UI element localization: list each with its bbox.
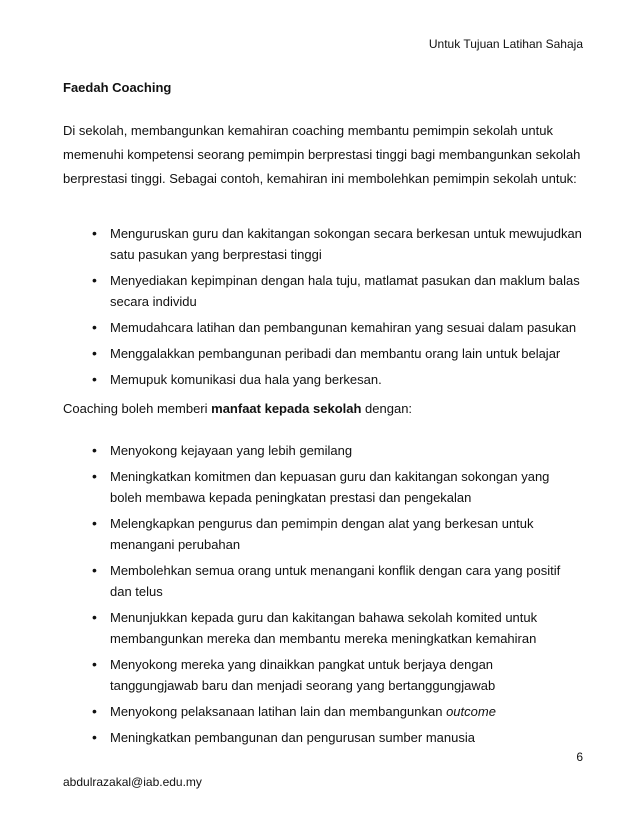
benefits-list-leaders (63, 223, 583, 395)
list-item: • Melengkapkan pengurus dan pemimpin dengan alat yang berkesan untuk menangani perubahan (63, 513, 583, 555)
intro-paragraph: Di sekolah, membangunkan kemahiran coaching membantu pemimpin sekolah untuk memenuhi kompetensi seorang pemimpin berprestasi tinggi bagi membangunkan sekolah berprestasi tinggi. Sebagai contoh, kemahiran ini membolehkan pemimpin sekolah untuk: (63, 123, 581, 186)
outcome-prefix: Menyokong pelaksanaan latihan lain dan membangunkan (110, 704, 447, 719)
list-item: • Menyediakan kepimpinan dengan hala tuju, matlamat pasukan dan maklum balas secara individu (63, 270, 583, 312)
list-item: • Meningkatkan komitmen dan kepuasan guru dan kakitangan sokongan yang boleh membawa kepada peningkatan prestasi dan pengekalan (63, 466, 583, 508)
list-item: • Meningkatkan pembangunan dan pengurusan sumber manusia (63, 727, 583, 748)
list-item: • Menunjukkan kepada guru dan kakitangan bahawa sekolah komited untuk membangunkan mereka dan membantu mereka meningkatkan kemahiran (63, 607, 583, 649)
outcome-italic: outcome (446, 704, 496, 719)
page-number: 6 (576, 750, 583, 764)
section-title: Faedah Coaching (63, 80, 172, 95)
list-item: • Memudahcara latihan dan pembangunan kemahiran yang sesuai dalam pasukan (63, 317, 583, 338)
list-item: • Menyokong kejayaan yang lebih gemilang (63, 440, 583, 461)
lead-prefix: Coaching boleh memberi (63, 401, 212, 416)
lead-bold: manfaat kepada sekolah (211, 401, 362, 416)
list-item-outcome (63, 701, 583, 722)
benefits-list-school (63, 440, 583, 753)
list-item: • Menyokong mereka yang dinaikkan pangkat untuk berjaya dengan tanggungjawab baru dan menjadi seorang yang bertanggungjawab (63, 654, 583, 696)
list-item: • Menggalakkan pembangunan peribadi dan membantu orang lain untuk belajar (63, 343, 583, 364)
school-benefits-lead (63, 401, 583, 416)
list-item: • Memupuk komunikasi dua hala yang berkesan. (63, 369, 583, 390)
lead-suffix: dengan: (361, 401, 413, 416)
footer-email: abdulrazakal@iab.edu.my (63, 775, 202, 789)
list-item: • Membolehkan semua orang untuk menangani konflik dengan cara yang positif dan telus (63, 560, 583, 602)
header-note: Untuk Tujuan Latihan Sahaja (428, 37, 583, 51)
list-item: • Menguruskan guru dan kakitangan sokongan secara berkesan untuk mewujudkan satu pasukan yang berprestasi tinggi (63, 223, 583, 265)
